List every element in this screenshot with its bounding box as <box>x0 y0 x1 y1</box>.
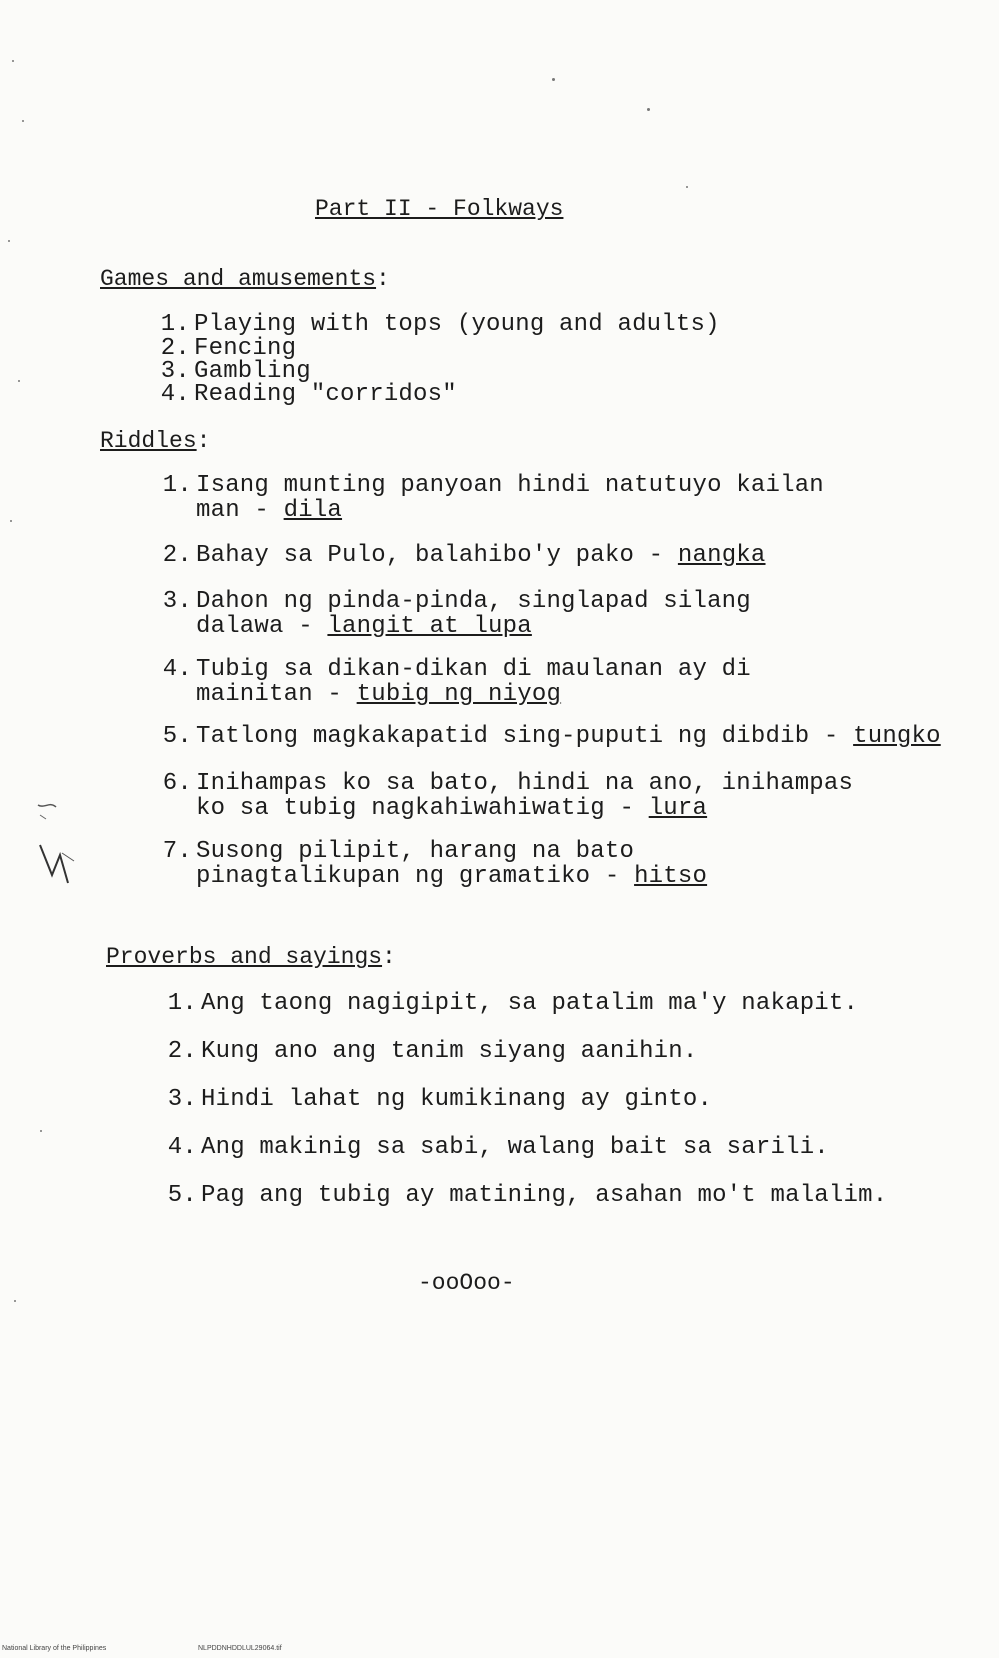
item-number: 3. <box>162 588 192 615</box>
item-number: 6. <box>162 770 192 797</box>
riddle-line-2-text: dalawa - <box>196 613 328 640</box>
riddle-line-2-text: mainitan - <box>196 681 357 708</box>
riddle-line-1-text: Tatlong magkakapatid sing-puputi ng dibdib - <box>196 723 854 750</box>
item-number: 1. <box>160 311 190 338</box>
riddle-line-1: Inihampas ko sa bato, hindi na ano, inihampas <box>196 770 854 797</box>
scan-speck <box>18 380 20 382</box>
riddle-line-1 <box>196 543 766 568</box>
scan-speck <box>10 520 12 522</box>
item-text: Ang makinig sa sabi, walang bait sa sarili. <box>201 1134 829 1161</box>
footer-filename: NLPDDNHDDLUL29064.tif <box>198 1645 282 1652</box>
item-text: Playing with tops (young and adults) <box>194 311 720 338</box>
item-number: 4. <box>167 1134 197 1161</box>
riddle-line-2 <box>196 498 342 523</box>
proverbs-heading <box>106 944 396 970</box>
item-number: 2. <box>160 335 190 362</box>
games-heading-text: Games and amusements <box>100 266 377 292</box>
scan-speck <box>40 1130 42 1132</box>
item-text: Pag ang tubig ay matining, asahan mo't malalim. <box>201 1182 888 1209</box>
item-number: 5. <box>162 723 192 750</box>
riddle-line-2 <box>196 864 707 889</box>
item-text: Hindi lahat ng kumikinang ay ginto. <box>201 1086 713 1113</box>
scan-speck <box>14 1300 16 1302</box>
riddle-answer: lura <box>648 795 708 822</box>
riddle-answer: langit at lupa <box>327 613 532 640</box>
riddle-answer: tungko <box>853 723 941 750</box>
end-mark: -ooOoo- <box>418 1270 515 1296</box>
page-title: Part II - Folkways <box>315 196 564 222</box>
item-number: 3. <box>167 1086 197 1113</box>
riddle-line-1 <box>196 724 941 749</box>
riddle-line-1: Isang munting panyoan hindi natutuyo kailan <box>196 472 824 499</box>
riddle-answer: nangka <box>677 542 766 569</box>
item-text: Kung ano ang tanim siyang aanihin. <box>201 1038 698 1065</box>
riddles-heading-text: Riddles <box>100 428 197 454</box>
riddle-line-2 <box>196 682 561 707</box>
riddles-heading-colon: : <box>196 428 211 454</box>
item-number: 5. <box>167 1182 197 1209</box>
riddle-line-2-text: man - <box>196 497 284 524</box>
scan-speck <box>647 108 650 111</box>
riddle-line-2-text: pinagtalikupan ng gramatiko - <box>196 863 635 890</box>
item-number: 4. <box>162 656 192 683</box>
riddle-line-1: Tubig sa dikan-dikan di maulanan ay di <box>196 656 751 683</box>
riddle-line-1: Dahon ng pinda-pinda, singlapad silang <box>196 588 751 615</box>
riddle-line-2 <box>196 614 532 639</box>
item-text: Ang taong nagigipit, sa patalim ma'y nakapit. <box>201 990 859 1017</box>
footer-library: National Library of the Philippines <box>2 1645 107 1652</box>
item-number: 2. <box>167 1038 197 1065</box>
item-number: 2. <box>162 542 192 569</box>
item-text: Reading "corridos" <box>194 381 457 408</box>
riddle-line-1-text: Bahay sa Pulo, balahibo'y pako - <box>196 542 678 569</box>
item-number: 1. <box>162 472 192 499</box>
proverbs-heading-colon: : <box>382 944 396 970</box>
item-number: 4. <box>160 381 190 408</box>
riddles-heading <box>100 428 210 454</box>
riddle-line-2-text: ko sa tubig nagkahiwahiwatig - <box>196 795 649 822</box>
riddle-line-1: Susong pilipit, harang na bato <box>196 838 635 865</box>
item-text: Gambling <box>194 358 311 385</box>
riddle-line-2 <box>196 796 707 821</box>
item-number: 7. <box>162 838 192 865</box>
games-heading <box>100 266 390 292</box>
item-text: Fencing <box>194 335 297 362</box>
scan-speck <box>8 240 10 242</box>
margin-pencil-mark <box>30 795 90 905</box>
item-number: 1. <box>167 990 197 1017</box>
scan-speck <box>12 60 14 62</box>
proverbs-heading-text: Proverbs and sayings <box>106 944 383 970</box>
riddle-answer: tubig ng niyog <box>356 681 562 708</box>
scan-speck <box>22 120 24 122</box>
games-heading-colon: : <box>376 266 390 292</box>
riddle-answer: hitso <box>634 863 708 890</box>
item-number: 3. <box>160 358 190 385</box>
riddle-answer: dila <box>283 497 343 524</box>
scan-speck <box>552 78 555 81</box>
scan-speck <box>686 186 688 188</box>
